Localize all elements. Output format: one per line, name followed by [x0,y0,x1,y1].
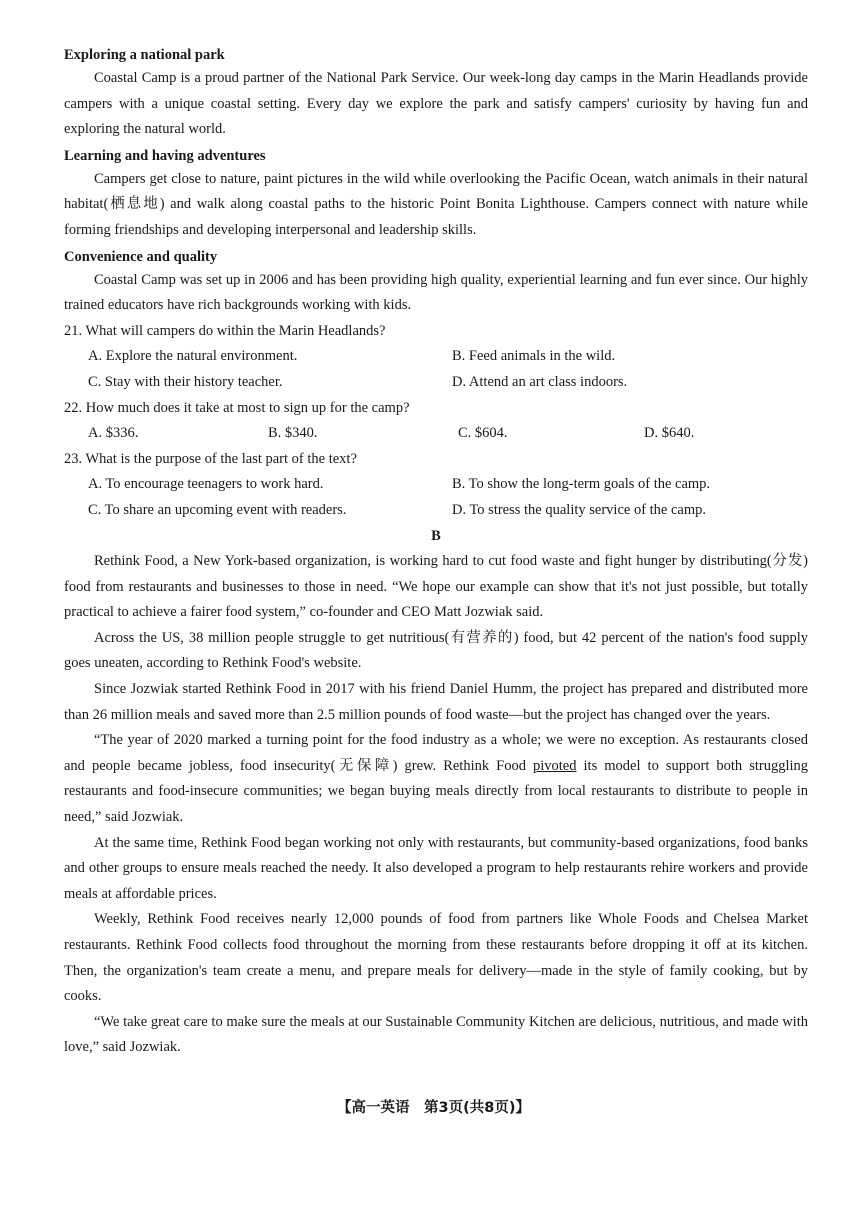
option-a: A. $336. [88,425,139,442]
option-b: B. Feed animals in the wild. [452,348,616,365]
section-heading-learning: Learning and having adventures [64,147,266,164]
option-b: B. $340. [268,425,318,442]
question-stem: 23. What is the purpose of the last part of the text? [64,450,357,467]
paragraph-b4 [64,728,808,830]
question-options [64,421,808,447]
section-heading-exploring: Exploring a national park [64,47,225,63]
question-stem: 22. How much does it take at most to sign up for the camp? [64,399,410,416]
paragraph-b6: Weekly, Rethink Food receives nearly 12,000 pounds of food from partners like Whole Foods and Chelsea Market restaurants. Rethink Food collects food throughout the morning from these restaurants before dropping it off at its kitchen. Then, the organization's team create a menu, and prepare meals for delivery—made in the style of family cooking, but by cooks. [64,911,808,1005]
option-a: A. Explore the natural environment. [88,348,298,365]
paragraph-convenience: Coastal Camp was set up in 2006 and has been providing high quality, experiential learning and fun ever since. Our highly trained educators have rich backgrounds working with kids. [64,271,808,314]
paragraph-b7: “We take great care to make sure the meals at our Sustainable Community Kitchen are delicious, nutritious, and made with love,” said Jozwiak. [64,1013,808,1056]
option-b: B. To show the long-term goals of the camp. [452,476,711,493]
option-d: D. To stress the quality service of the camp. [452,501,707,518]
question-22 [64,396,808,447]
paragraph-exploring: Coastal Camp is a proud partner of the National Park Service. Our week-long day camps in the Marin Headlands provide campers with a unique coastal setting. Every day we explore the park and satisfy campers' curiosity by having fun and exploring the natural world. [64,70,808,138]
paragraph-b2: Across the US, 38 million people struggle to get nutritious(有营养的) food, but 42 percent of the nation's food supply goes uneaten, according to Rethink Food's website. [64,629,808,672]
option-a: A. To encourage teenagers to work hard. [88,476,324,493]
question-options [64,344,808,395]
paragraph-b4-start: “The year of 2020 marked a turning point for the food industry as a whole; we were no exception. As restaurants closed and people became jobless, food insecurity(无保障) grew. Rethink Food [64,732,808,774]
option-c: C. To share an upcoming event with readers. [88,501,347,518]
page-footer: 【高一英语 第3页(共8页)】 [337,1100,530,1116]
option-d: D. $640. [644,425,695,442]
paragraph-b1: Rethink Food, a New York-based organization, is working hard to cut food waste and fight hunger by distributing(分发) food from restaurants and businesses to those in need. “We hope our example can show that it's not just possible, but totally practical to achieve a fairer food system,” co-founder and CEO Matt Jozwiak said. [64,553,808,621]
paragraph-b5: At the same time, Rethink Food began working not only with restaurants, but community-based organizations, food banks and other groups to ensure meals reached the needy. It also developed a program to help restaurants rehire workers and provide meals at affordable prices. [64,834,808,902]
option-c: C. Stay with their history teacher. [88,373,283,390]
option-c: C. $604. [458,425,508,442]
question-options [64,472,808,523]
question-21 [64,319,808,396]
section-heading-convenience: Convenience and quality [64,248,218,265]
paragraph-b4-end: its model to support both struggling restaurants and food-insecure communities; we began buying meals directly from local restaurants to distribute to people in need,” said Jozwiak. [64,757,808,826]
option-d: D. Attend an art class indoors. [452,373,628,390]
paragraph-learning: Campers get close to nature, paint pictures in the wild while overlooking the Pacific Ocean, watch animals in their natural habitat(栖息地) and walk along coastal paths to the historic Point Bonita Lighthouse. Campers connect with nature while forming friendships and developing interpersonal and leadership skills. [64,170,808,238]
underlined-word: pivoted [533,757,577,774]
paragraph-b3: Since Jozwiak started Rethink Food in 2017 with his friend Daniel Humm, the project has prepared and distributed more than 26 million meals and saved more than 2.5 million pounds of food waste—but the project has changed over the years. [64,681,808,723]
exam-page [64,44,808,1061]
question-stem: 21. What will campers do within the Marin Headlands? [64,322,386,339]
passage-b-label: B [431,527,441,544]
question-23 [64,447,808,524]
